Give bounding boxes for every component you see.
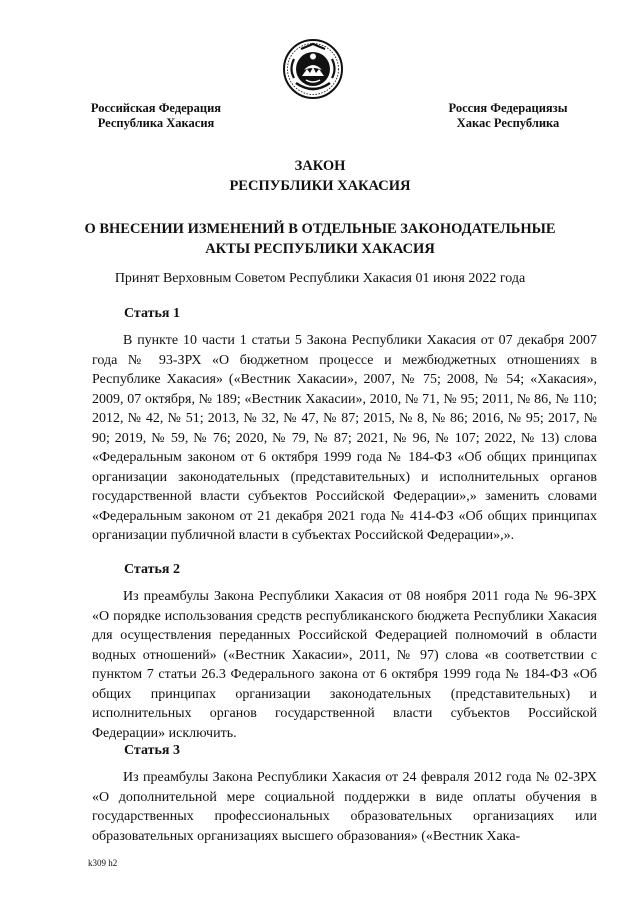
coat-of-arms-icon bbox=[282, 38, 344, 100]
header-left bbox=[76, 101, 236, 131]
article-3-text: Из преамбулы Закона Республики Хакасия от 24 февраля 2012 года № 02-ЗРХ «О дополнительной мере социальной поддержки в виде оплаты обучения в государственных профессиональных образовательных организациях или образовательных организациях высшего образования» («Вестник Хака- bbox=[92, 770, 597, 844]
article-3-title: Статья 3 bbox=[124, 743, 180, 758]
footer-code: k309 h2 bbox=[88, 858, 118, 868]
header-right bbox=[428, 101, 588, 131]
document-title bbox=[0, 156, 640, 196]
document-issuer: РЕСПУБЛИКИ ХАКАСИЯ bbox=[229, 178, 411, 194]
document-subject bbox=[0, 219, 640, 259]
header-left-line-2: Республика Хакасия bbox=[97, 116, 215, 130]
article-2-text: Из преамбулы Закона Республики Хакасия от 08 ноября 2011 года № 96-ЗРХ «О порядке использования средств республиканского бюджета Республики Хакасия для осуществления переданных Российской Федерацией полномочий в области водных отношений» («Вестник Хакасии», 2011, № 97) слова «в соответствии с пунктом 7 статьи 26.3 Федерального закона от 6 октября 1999 года № 184-ФЗ «Об общих принципах организации законодательных (представительных) и исполнительных органов государственной власти субъектов Российской Федерации» исключить. bbox=[92, 589, 597, 741]
header-right-line-2: Хакас Республика bbox=[456, 116, 560, 130]
document-subject-line-2: АКТЫ РЕСПУБЛИКИ ХАКАСИЯ bbox=[205, 241, 435, 257]
article-2-title: Статья 2 bbox=[124, 562, 180, 577]
adoption-statement: Принят Верховным Советом Республики Хакасия 01 июня 2022 года bbox=[114, 271, 526, 286]
article-1-title: Статья 1 bbox=[124, 306, 180, 321]
document-subject-line-1: О ВНЕСЕНИИ ИЗМЕНЕНИЙ В ОТДЕЛЬНЫЕ ЗАКОНОДАТЕЛЬНЫЕ bbox=[84, 221, 556, 237]
document-type: ЗАКОН bbox=[294, 158, 346, 174]
header-left-line-1: Российская Федерация bbox=[90, 101, 222, 115]
header-right-line-1: Россия Федерациязы bbox=[448, 101, 568, 115]
article-1-text: В пункте 10 части 1 статьи 5 Закона Республики Хакасия от 07 декабря 2007 года № 93-ЗРХ «О бюджетном процессе и межбюджетных отношениях в Республике Хакасия» («Вестник Хакасии», 2007, № 75; 2008, № 54; «Хакасия», 2009, 07 октября, № 189; «Вестник Хакасии», 2010, № 71, № 95; 2011, № 86, № 110; 2012, № 42, № 51; 2013, № 32, № 47, № 87; 2015, № 8, № 86; 2016, № 95; 2017, № 90; 2019, № 59, № 76; 2020, № 79, № 87; 2021, № 96, № 107; 2022, № 13) слова «Федеральным законом от 6 октября 1999 года № 184-ФЗ «Об общих принципах организации законодательных (представительных) и исполнительных органов государственной власти субъектов Российской Федерации»,» заменить словами «Федеральным законом от 21 декабря 2021 года № 414-ФЗ «Об общих принципах организации публичной власти в субъектах Российской Федерации»,». bbox=[92, 333, 597, 543]
